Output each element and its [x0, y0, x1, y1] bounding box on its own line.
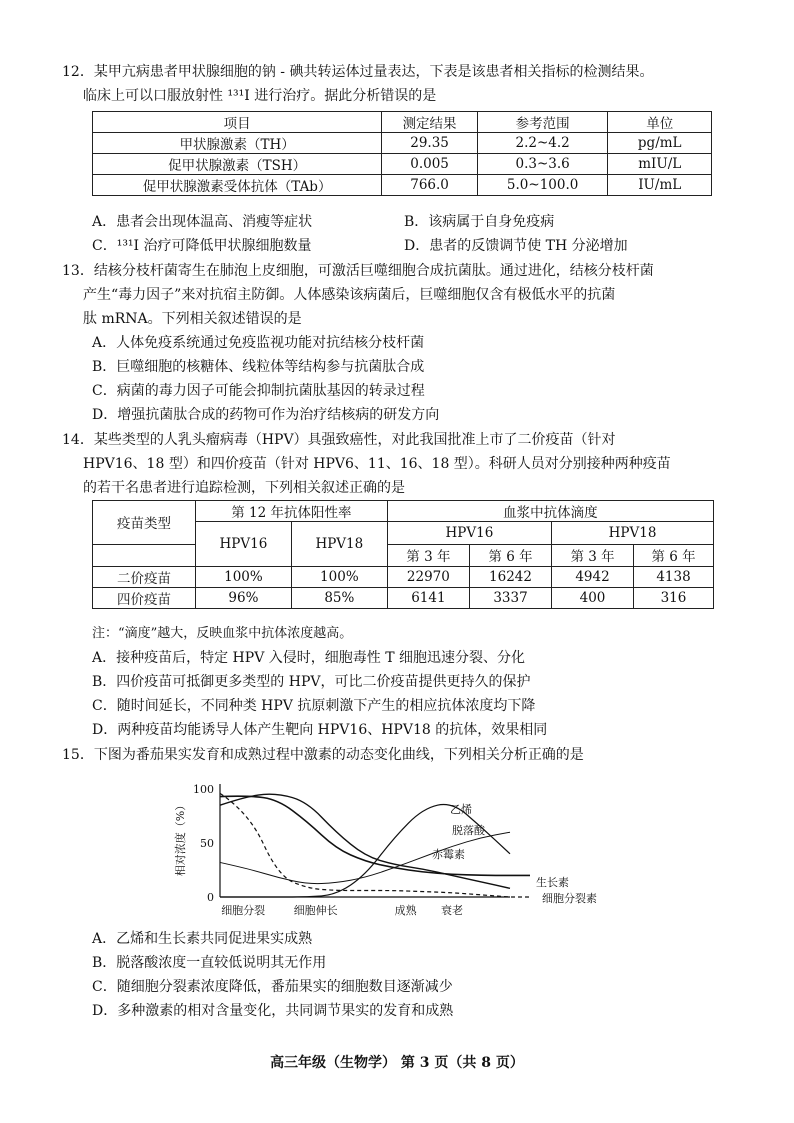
- table-header-row: [93, 501, 714, 522]
- series-line-乙烯: [220, 805, 510, 897]
- page-footer: 高三年级（生物学） 第 3 页（共 8 页）: [270, 1055, 524, 1071]
- q14-option-b: B．四价疫苗可抵御更多类型的 HPV，可比二价疫苗提供更持久的保护: [92, 674, 531, 690]
- q13-stem-line3: 肽 mRNA。下列相关叙述错误的是: [83, 311, 302, 327]
- q14-option-c: C．随时间延长，不同种类 HPV 抗原刺激下产生的相应抗体浓度均下降: [92, 698, 536, 714]
- table-row: [93, 154, 712, 175]
- q14-option-a: A．接种疫苗后，特定 HPV 入侵时，细胞毒性 T 细胞迅速分裂、分化: [92, 650, 525, 666]
- table-row: [93, 567, 714, 588]
- q12-option-d: D．患者的反馈调节使 TH 分泌增加: [404, 238, 628, 254]
- series-label: 脱落酸: [452, 824, 485, 837]
- table-header: HPV18: [552, 522, 714, 545]
- table-header: 项目: [93, 112, 382, 133]
- table-cell: 29.35: [382, 133, 478, 154]
- q13-option-c: C．病菌的毒力因子可能会抑制抗菌肽基因的转录过程: [92, 383, 425, 399]
- table-header: 测定结果: [382, 112, 478, 133]
- y-tick-label: 100: [193, 783, 214, 796]
- q15-stem: 15．下图为番茄果实发育和成熟过程中激素的动态变化曲线，下列相关分析正确的是: [62, 747, 584, 763]
- table-header: HPV18: [291, 522, 387, 567]
- q14-table: [92, 500, 714, 609]
- q14-stem-line2: HPV16、18 型）和四价疫苗（针对 HPV6、11、16、18 型）。科研人员对分别接种两种疫苗: [83, 456, 671, 472]
- table-cell: 3337: [469, 588, 551, 609]
- q13-option-a: A．人体免疫系统通过免疫监视功能对抗结核分枝杆菌: [92, 335, 425, 351]
- table-cell: 0.005: [382, 154, 478, 175]
- x-category-label: 衰老: [441, 904, 463, 917]
- table-header: 单位: [608, 112, 712, 133]
- table-header: 第 6 年: [633, 544, 713, 567]
- chart-ylabel: 相对浓度（%）: [174, 799, 187, 877]
- table-cell: 4942: [552, 567, 634, 588]
- table-header: 第 12 年抗体阳性率: [195, 501, 387, 522]
- q12-stem-line2: 临床上可以口服放射性 ¹³¹I 进行治疗。据此分析错误的是: [83, 88, 437, 104]
- table-header-row: [93, 544, 714, 567]
- table-cell: 16242: [469, 567, 551, 588]
- table-header: 第 6 年: [469, 544, 551, 567]
- y-tick-label: 50: [200, 837, 214, 850]
- x-category-label: 细胞分裂: [221, 904, 266, 917]
- table-cell: 二价疫苗: [93, 567, 196, 588]
- table-header: HPV16: [195, 522, 291, 567]
- table-cell: 4138: [633, 567, 713, 588]
- q12-table: [92, 111, 712, 196]
- x-category-label: 细胞伸长: [293, 904, 338, 917]
- q12-option-c: C．¹³¹I 治疗可降低甲状腺细胞数量: [92, 238, 312, 254]
- series-line-细胞分裂素: [220, 793, 530, 897]
- table-row: [93, 133, 712, 154]
- q14-stem-line3: 的若干名患者进行追踪检测，下列相关叙述正确的是: [83, 480, 405, 496]
- q13-option-d: D．增强抗菌肽合成的药物可作为治疗结核病的研发方向: [92, 407, 440, 423]
- table-row: [93, 588, 714, 609]
- q14-option-d: D．两种疫苗均能诱导人体产生靶向 HPV16、HPV18 的抗体，效果相同: [92, 722, 548, 738]
- table-cell: 96%: [195, 588, 291, 609]
- table-cell: 316: [633, 588, 713, 609]
- table-header-spacer: [93, 544, 196, 567]
- table-cell: 2.2~4.2: [477, 133, 608, 154]
- table-row: [93, 175, 712, 196]
- q14-note: 注：“滴度”越大，反映血浆中抗体浓度越高。: [92, 626, 353, 641]
- table-cell: 766.0: [382, 175, 478, 196]
- q15-option-c: C．随细胞分裂素浓度降低，番茄果实的细胞数目逐渐减少: [92, 979, 453, 995]
- table-cell: 0.3~3.6: [477, 154, 608, 175]
- q13-option-b: B．巨噬细胞的核糖体、线粒体等结构参与抗菌肽合成: [92, 359, 425, 375]
- table-cell: pg/mL: [608, 133, 712, 154]
- table-header: 第 3 年: [387, 544, 469, 567]
- table-header: 第 3 年: [552, 544, 634, 567]
- hormone-chart: [170, 776, 630, 926]
- table-cell: 100%: [291, 567, 387, 588]
- series-label: 细胞分裂素: [542, 892, 597, 905]
- q12-option-a: A．患者会出现体温高、消瘦等症状: [92, 214, 313, 230]
- q12-stem-line1: 12．某甲亢病患者甲状腺细胞的钠 - 碘共转运体过量表达，下表是该患者相关指标的检测结果。: [62, 64, 654, 80]
- table-cell: IU/mL: [608, 175, 712, 196]
- series-label: 赤霉素: [432, 848, 465, 861]
- table-header: 血浆中抗体滴度: [387, 501, 713, 522]
- q12-option-b: B．该病属于自身免疫病: [404, 214, 555, 230]
- table-cell: 6141: [387, 588, 469, 609]
- y-tick-label: 0: [207, 891, 214, 904]
- table-cell: 甲状腺激素（TH）: [93, 133, 382, 154]
- table-header: 疫苗类型: [93, 501, 196, 545]
- table-header: HPV16: [387, 522, 551, 545]
- q15-option-d: D．多种激素的相对含量变化，共同调节果实的发育和成熟: [92, 1003, 454, 1019]
- q14-stem-line1: 14．某些类型的人乳头瘤病毒（HPV）具强致癌性，对此我国批准上市了二价疫苗（针对: [62, 432, 616, 448]
- q15-option-b: B．脱落酸浓度一直较低说明其无作用: [92, 955, 327, 971]
- table-cell: 四价疫苗: [93, 588, 196, 609]
- series-line-脱落酸: [220, 832, 510, 883]
- table-cell: 100%: [195, 567, 291, 588]
- series-label: 乙烯: [450, 803, 472, 816]
- q15-option-a: A．乙烯和生长素共同促进果实成熟: [92, 931, 313, 947]
- table-cell: 促甲状腺激素受体抗体（TAb）: [93, 175, 382, 196]
- table-cell: 22970: [387, 567, 469, 588]
- table-cell: 促甲状腺激素（TSH）: [93, 154, 382, 175]
- q13-stem-line1: 13．结核分枝杆菌寄生在肺泡上皮细胞，可激活巨噬细胞合成抗菌肽。通过进化，结核分枝杆菌: [62, 263, 654, 279]
- table-cell: 85%: [291, 588, 387, 609]
- series-label: 生长素: [536, 876, 569, 889]
- x-category-label: 成熟: [394, 904, 417, 917]
- table-cell: mIU/L: [608, 154, 712, 175]
- table-cell: 5.0~100.0: [477, 175, 608, 196]
- table-header-row: [93, 112, 712, 133]
- table-cell: 400: [552, 588, 634, 609]
- q13-stem-line2: 产生“毒力因子”来对抗宿主防御。人体感染该病菌后，巨噬细胞仅含有极低水平的抗菌: [83, 287, 616, 303]
- table-header: 参考范围: [477, 112, 608, 133]
